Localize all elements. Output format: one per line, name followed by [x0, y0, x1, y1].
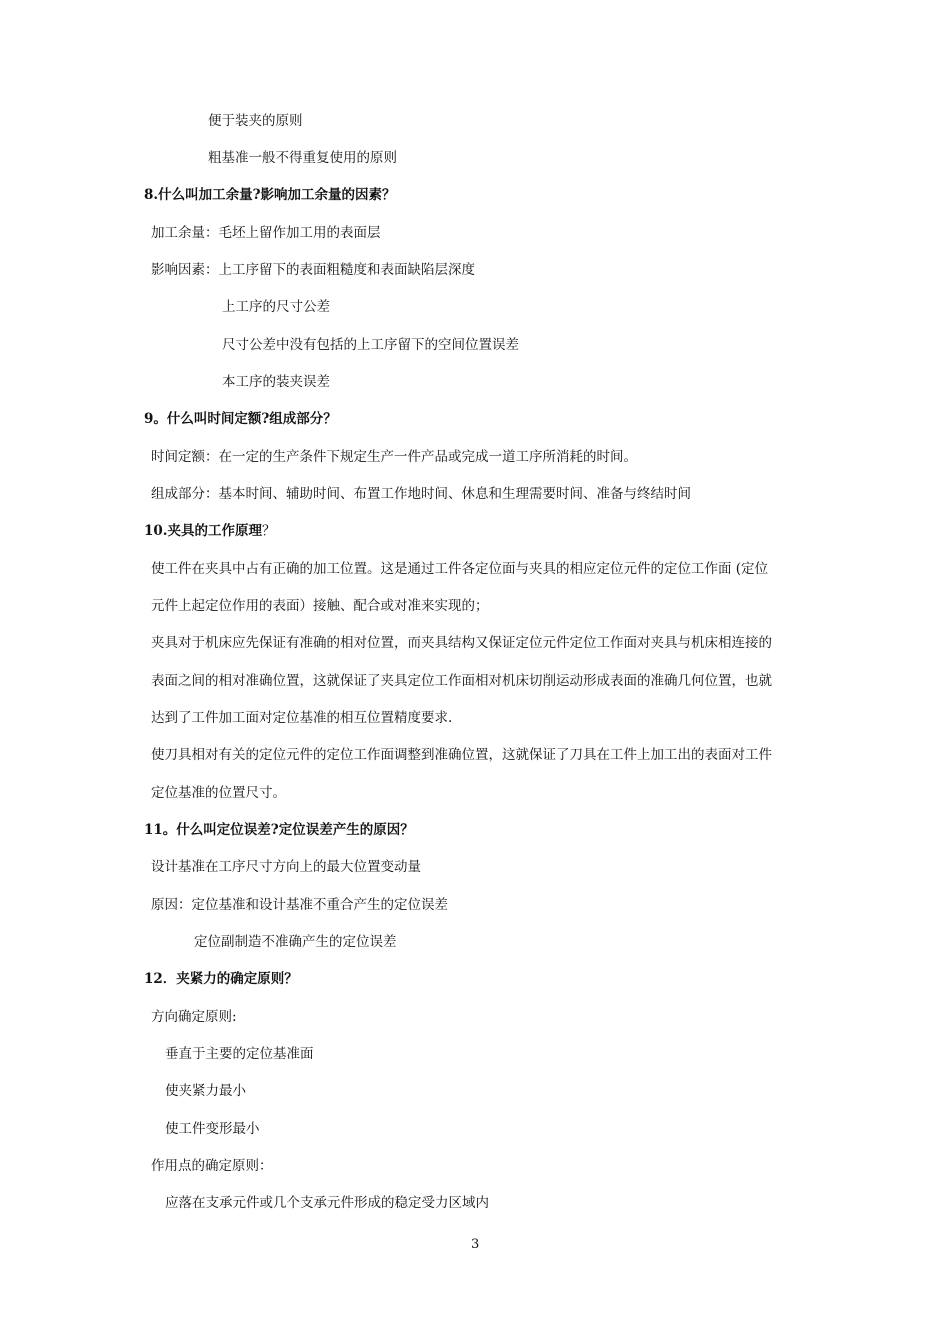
- text-line: 方向确定原则:: [151, 1009, 237, 1025]
- question-heading-10: [144, 522, 276, 540]
- text-line: 夹具对于机床应先保证有准确的相对位置，而夹具结构又保证定位元件定位工作面对夹具与机床相连接的: [151, 635, 772, 651]
- text-line: 定位副制造不准确产生的定位误差: [194, 934, 397, 950]
- text-line: 使工件在夹具中占有正确的加工位置。这是通过工件各定位面与夹具的相应定位元件的定位工作面 (定位: [151, 561, 769, 577]
- question-heading-10-title: 10.夹具的工作原理: [144, 523, 262, 539]
- text-line: 影响因素：上工序留下的表面粗糙度和表面缺陷层深度: [151, 262, 475, 278]
- text-line: 垂直于主要的定位基准面: [165, 1046, 314, 1062]
- text-line: 使工件变形最小: [165, 1121, 260, 1137]
- text-line: 设计基准在工序尺寸方向上的最大位置变动量: [151, 859, 421, 875]
- text-line: 元件上起定位作用的表面）接触、配合或对准来实现的；: [151, 598, 489, 614]
- text-line: 定位基准的位置尺寸。: [151, 785, 286, 801]
- text-line: 加工余量：毛坯上留作加工用的表面层: [151, 225, 381, 241]
- text-line: 作用点的确定原则：: [151, 1158, 273, 1174]
- text-line: 上工序的尺寸公差: [222, 299, 330, 315]
- text-line: 原因：定位基准和设计基准不重合产生的定位误差: [151, 897, 448, 913]
- question-heading-11: 11。什么叫定位误差?定位误差产生的原因？: [144, 822, 414, 838]
- text-line: 使夹紧力最小: [165, 1083, 246, 1099]
- question-heading-12: 12．夹紧力的确定原则？: [144, 971, 298, 987]
- page-number: 3: [471, 1237, 480, 1252]
- text-line: 时间定额：在一定的生产条件下规定生产一件产品或完成一道工序所消耗的时间。: [151, 449, 637, 465]
- text-line: 应落在支承元件或几个支承元件形成的稳定受力区域内: [165, 1195, 489, 1211]
- text-line: 便于装夹的原则: [208, 113, 303, 129]
- text-line: 尺寸公差中没有包括的上工序留下的空间位置误差: [222, 337, 519, 353]
- text-line: 组成部分：基本时间、辅助时间、布置工作地时间、休息和生理需要时间、准备与终结时间: [151, 486, 691, 502]
- text-line: 表面之间的相对准确位置，这就保证了夹具定位工作面相对机床切削运动形成表面的准确几何位置，也就: [151, 673, 772, 689]
- text-line: 本工序的装夹误差: [222, 374, 330, 390]
- text-line: 粗基准一般不得重复使用的原则: [208, 150, 397, 166]
- question-heading-9: 9。什么叫时间定额?组成部分？: [144, 411, 337, 427]
- text-line: 使刀具相对有关的定位元件的定位工作面调整到准确位置，这就保证了刀具在工件上加工出的表面对工件: [151, 747, 772, 763]
- text-line: 达到了工件加工面对定位基准的相互位置精度要求.: [151, 710, 453, 726]
- question-mark: ？: [262, 523, 276, 539]
- question-heading-8: 8.什么叫加工余量?影响加工余量的因素？: [144, 187, 396, 203]
